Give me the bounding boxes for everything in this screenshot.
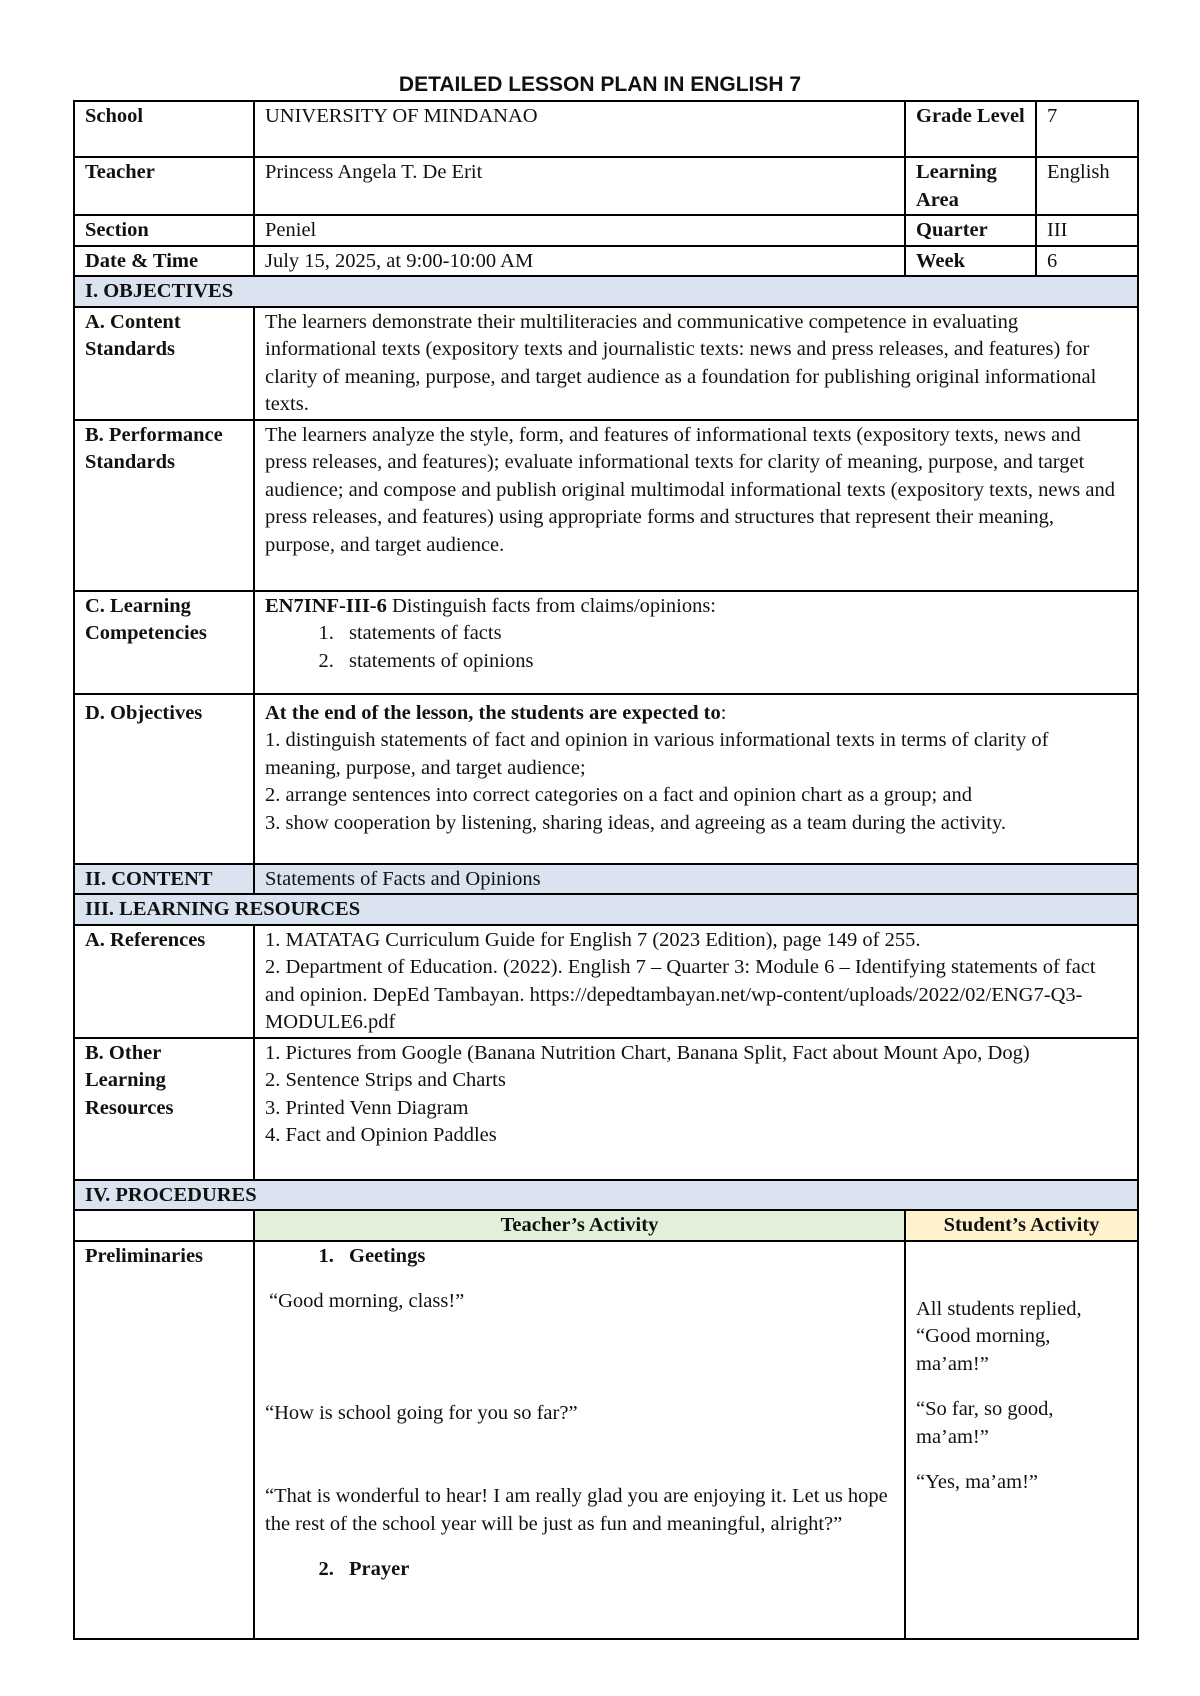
section-label: Section: [74, 215, 254, 246]
step-list-1: [265, 1243, 894, 1271]
step-list-2: [265, 1556, 894, 1584]
row-datetime: [74, 246, 1138, 277]
teacher-value: Princess Angela T. De Erit: [254, 157, 905, 215]
other-resource-3: 3. Printed Venn Diagram: [265, 1096, 469, 1119]
row-resources-heading: [74, 894, 1138, 925]
other-resource-2: 2. Sentence Strips and Charts: [265, 1069, 506, 1091]
datetime-label: Date & Time: [74, 246, 254, 277]
teacher-activity-header: Teacher’s Activity: [254, 1210, 905, 1241]
other-resources-label: B. Other Learning Resources: [74, 1038, 254, 1180]
section-value: Peniel: [254, 215, 905, 246]
resources-heading: III. LEARNING RESOURCES: [74, 894, 1138, 925]
student-line-1: All students replied, “Good morning, ma’am!”: [916, 1297, 1082, 1375]
content-standards-text: The learners demonstrate their multiliteracies and communicative competence in evaluating informational texts (expository texts and journalistic texts: news and press releases, and features) for clarity of meaning, purpose, and target audience as a foundation for publishing original informational texts.: [254, 307, 1138, 420]
row-objectives: [74, 694, 1138, 864]
row-teacher: [74, 157, 1138, 215]
other-resources-cell: [254, 1038, 1138, 1180]
objective-1: 1. distinguish statements of fact and opinion in various informational texts in terms of clarity of meaning, purpose, and target audience;: [265, 729, 1049, 779]
teacher-line-3: “That is wonderful to hear! I am really glad you are enjoying it. Let us hope the rest of the school year will be just as fun and meaningful, alright?”: [265, 1485, 888, 1535]
lesson-plan-table: [73, 100, 1139, 1640]
document-title: DETAILED LESSON PLAN IN ENGLISH 7: [398, 73, 802, 96]
objectives-intro-line: [265, 700, 1127, 728]
row-preliminaries: [74, 1241, 1138, 1639]
row-content: [74, 864, 1138, 895]
objective-3: 3. show cooperation by listening, sharing ideas, and agreeing as a team during the activity.: [265, 811, 1007, 834]
performance-standards-label: B. Performance Standards: [74, 420, 254, 591]
reference-2: 2. Department of Education. (2022). English 7 – Quarter 3: Module 6 – Identifying statements of fact and opinion. DepEd Tambayan. https://depedtambayan.net/wp-content/uploads/2022/02/ENG7-Q3-MODULE6.pdf: [265, 956, 1096, 1033]
week-value: 6: [1036, 246, 1138, 277]
learning-competencies-cell: [254, 591, 1138, 694]
school-value: UNIVERSITY OF MINDANAO: [254, 101, 905, 157]
objectives-heading: I. OBJECTIVES: [74, 276, 1138, 307]
objectives-intro: At the end of the lesson, the students are expected to: [265, 701, 721, 724]
row-learning-competencies: [74, 591, 1138, 694]
learning-competencies-label: C. Learning Competencies: [74, 591, 254, 694]
student-activity-header: Student’s Activity: [905, 1210, 1138, 1241]
performance-standards-text: The learners analyze the style, form, and features of informational texts (expository texts, news and press releases, and features); evaluate informational texts for clarity of meaning, purpose, and target audience; and compose and publish original multimodal informational texts (expository texts, news and press releases, and features) using appropriate forms and structures that represent their meaning, purpose, and target audience.: [254, 420, 1138, 591]
references-label: A. References: [74, 925, 254, 1038]
row-activity-headers: [74, 1210, 1138, 1241]
quarter-label: Quarter: [905, 215, 1036, 246]
competency-line: [265, 593, 1127, 621]
datetime-value: July 15, 2025, at 9:00-10:00 AM: [254, 246, 905, 277]
other-resource-4: 4. Fact and Opinion Paddles: [265, 1124, 497, 1146]
activity-header-blank: [74, 1210, 254, 1241]
teacher-activity-cell: [254, 1241, 905, 1639]
student-line-2: “So far, so good, ma’am!”: [916, 1398, 1054, 1448]
references-cell: [254, 925, 1138, 1038]
student-activity-cell: [905, 1241, 1138, 1639]
other-resource-1: 1. Pictures from Google (Banana Nutrition Chart, Banana Split, Fact about Mount Apo, Dog): [265, 1041, 1030, 1064]
step-prayer: 2. Prayer: [339, 1556, 894, 1584]
teacher-line-2: “How is school going for you so far?”: [265, 1401, 578, 1424]
grade-value: 7: [1036, 101, 1138, 157]
row-objectives-heading: [74, 276, 1138, 307]
content-heading: II. CONTENT: [74, 864, 254, 895]
row-procedures-heading: [74, 1180, 1138, 1211]
preliminaries-label: Preliminaries: [74, 1241, 254, 1639]
competency-list: [265, 620, 1127, 675]
teacher-label: Teacher: [74, 157, 254, 215]
objectives-intro-colon: :: [720, 701, 727, 724]
content-value: Statements of Facts and Opinions: [254, 864, 1138, 895]
competency-item: 2. statements of opinions: [339, 648, 1127, 676]
student-line-3: “Yes, ma’am!”: [916, 1471, 1039, 1493]
learning-area-label: Learning Area: [905, 157, 1036, 215]
row-section: [74, 215, 1138, 246]
learning-area-value: English: [1036, 157, 1138, 215]
row-other-resources: [74, 1038, 1138, 1180]
week-label: Week: [905, 246, 1036, 277]
content-standards-label: A. Content Standards: [74, 307, 254, 420]
competency-code: EN7INF-III-6: [265, 594, 387, 617]
competency-item: 1. statements of facts: [339, 620, 1127, 648]
competency-text: Distinguish facts from claims/opinions:: [386, 594, 716, 617]
row-school: [74, 101, 1138, 157]
school-label: School: [74, 101, 254, 157]
reference-1: 1. MATATAG Curriculum Guide for English 7 (2023 Edition), page 149 of 255.: [265, 928, 921, 951]
procedures-heading: IV. PROCEDURES: [74, 1180, 1138, 1211]
grade-label: Grade Level: [905, 101, 1036, 157]
quarter-value: III: [1036, 215, 1138, 246]
teacher-line-1: “Good morning, class!”: [269, 1290, 465, 1312]
objectives-cell: [254, 694, 1138, 864]
step-greetings: 1. Geetings: [339, 1243, 894, 1271]
objective-2: 2. arrange sentences into correct categories on a fact and opinion chart as a group; and: [265, 784, 972, 806]
row-references: [74, 925, 1138, 1038]
objectives-label: D. Objectives: [74, 694, 254, 864]
row-performance-standards: [74, 420, 1138, 591]
row-content-standards: [74, 307, 1138, 420]
